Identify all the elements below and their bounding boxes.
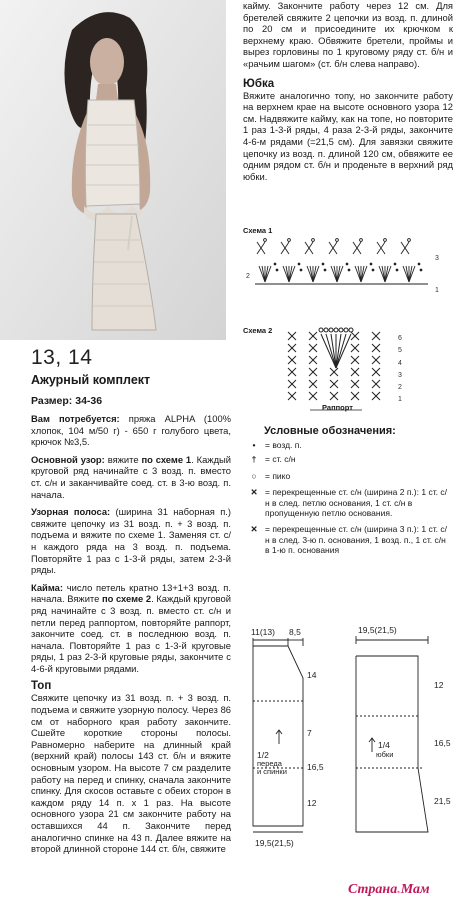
- svg-text:7: 7: [307, 728, 312, 738]
- legend-title: Условные обозначения:: [264, 425, 396, 437]
- main-pattern-paragraph: [31, 454, 231, 500]
- crossed-stitch-3-icon: ✕: [250, 524, 258, 535]
- article-title: Ажурный комплект: [31, 373, 151, 387]
- svg-text:2: 2: [398, 384, 402, 391]
- main-pattern-scheme: по схеме 1: [141, 453, 192, 465]
- legend-item: ✕ = перекрещенные ст. с/н (ширина 2 п.): 1 ст. с/н в след. петлю основания, 1 ст. с/н в пропущенную петлю основания.: [243, 487, 451, 518]
- stripe-paragraph: [31, 506, 231, 576]
- top-paragraph: Свяжите цепочку из 31 возд. п. + 3 возд. п. подъема и свяжите узорную полосу. Через 86 см от наборного края работу закончите. Сшейте короткие стороны полосы. Равномерно наберите на длинный край (верхний край) полосы 143 ст. б/н и вяжите основным узором. На высоте 7 см разделите работу на перед и спинку, сначала закончите спинку. Для скосов оставьте с обеих сторон в каждом ряду 14 п. х 1 раз. На высоте основного узора 21 см закончите работу на оставшихся 44 п. Закончите перед аналогично спинке на 43 п. Далее вяжите на второй длинной стороне 144 ст. б/н, свяжите: [31, 692, 231, 855]
- edging-scheme: по схеме 2: [101, 593, 152, 605]
- materials-text: пряжа ALPHA (100% хлопок, 104 м/50 г) - 650 г голубого цвета, крючок №3,5.: [31, 413, 231, 448]
- watermark-part-b: Мам: [400, 882, 430, 897]
- svg-text:6: 6: [398, 335, 402, 342]
- svg-text:1/2: 1/2: [257, 750, 269, 760]
- crossed-stitch-2-icon: ✕: [250, 487, 258, 498]
- svg-text:1/4: 1/4: [378, 740, 390, 750]
- svg-text:12: 12: [434, 680, 444, 690]
- edging-text-b: . Каждый круговой ряд начинайте с 3 возд. п. вместо ст. с/н и петли перед раппортом, повторяйте раппорт, закончите соед. ст. в последнюю возд. п. начала. Повторяйте 1 раз с 1-3-й круговые ряды, 1 раз 2-3-й круговые ряды, закончите с 4-6-й круговыми рядами.: [31, 593, 231, 674]
- skirt-paragraph: Вяжите аналогично топу, но закончите работу на верхнем крае на высоте основного узора 12 см. Надвяжите кайму, как на топе, но повторите 1 раз 1-3-й ряды, 4 раза 2-3-й ряды, закончите 4-6-м рядами (=21,5 см). Для завязки свяжите цепочку из возд. п. длиной 120 см, обвяжите ее одним рядом ст. б/н и проденьте в верхний ряд юбки.: [243, 89, 453, 182]
- materials-paragraph: [31, 413, 231, 448]
- photo-illustration: [0, 0, 226, 340]
- svg-text:1: 1: [398, 396, 402, 403]
- svg-text:19,5(21,5): 19,5(21,5): [358, 625, 397, 635]
- skirt-heading: Юбка: [243, 77, 275, 90]
- model-photo: [0, 0, 226, 340]
- edging-label: Кайма:: [31, 581, 63, 593]
- scheme2-chart: [280, 318, 420, 414]
- svg-text:и спинки: и спинки: [257, 767, 287, 776]
- main-pattern-label: Основной узор:: [31, 453, 105, 465]
- legend-item: • = возд. п.: [243, 440, 451, 450]
- scheme1-row-1: 1: [435, 287, 439, 294]
- watermark-dot: .: [397, 882, 401, 897]
- svg-text:юбки: юбки: [376, 750, 394, 759]
- legend-item: † = ст. с/н: [243, 454, 451, 464]
- double-crochet-icon: †: [251, 454, 257, 465]
- svg-text:8,5: 8,5: [289, 627, 301, 637]
- edging-text-a: число петель кратно 13+1+3 возд. п. начала. Вяжите: [31, 581, 231, 605]
- size-line: Размер: 34-36: [31, 395, 103, 407]
- edging-paragraph: [31, 582, 231, 675]
- watermark-part-a: Страна: [348, 882, 398, 897]
- svg-text:16,5: 16,5: [307, 762, 324, 772]
- svg-text:3: 3: [398, 372, 402, 379]
- svg-text:переда: переда: [257, 759, 282, 768]
- stripe-label: Узорная полоса:: [31, 506, 111, 518]
- watermark: [348, 882, 430, 898]
- svg-text:21,5: 21,5: [434, 796, 451, 806]
- rapport-label: Раппорт: [322, 403, 353, 412]
- legend: [243, 425, 451, 556]
- chain-stitch-icon: •: [252, 440, 256, 450]
- svg-text:19,5(21,5): 19,5(21,5): [255, 838, 294, 848]
- main-pattern-text-a: вяжите: [107, 453, 139, 465]
- main-pattern-text-b: . Каждый круговой ряд начинайте с 3 возд. п. вместо ст. с/н и заканчивайте соед. ст. в 3-ю возд. п. начала.: [31, 453, 232, 500]
- svg-text:4: 4: [398, 360, 402, 367]
- svg-text:11(13): 11(13): [251, 627, 275, 637]
- svg-text:12: 12: [307, 798, 317, 808]
- top-pattern-diagram: [243, 618, 343, 858]
- stripe-text: (ширина 31 наборная п.) свяжите цепочку из 31 возд. п. + 3 возд. п. подъема и вяжите по схеме 1. Заменяя ст. с/н каждого ряда на 3 возд. п. подъема. Повторяйте 1 раз с 1-3-й ряды, затем 2-3-й ряды.: [31, 506, 231, 576]
- svg-text:14: 14: [307, 670, 317, 680]
- left-column: [31, 346, 231, 855]
- svg-text:16,5: 16,5: [434, 738, 451, 748]
- scheme1-chart: [243, 236, 453, 300]
- svg-text:5: 5: [398, 347, 402, 354]
- right-column: [243, 0, 453, 182]
- picot-icon: ○: [251, 470, 257, 481]
- legend-item: ✕ = перекрещенные ст. с/н (ширина 3 п.): 1 ст. с/н в след. 3-ю п. основания, 1 возд. п., 1 ст. с/н в 1-ю п. основания: [243, 524, 451, 555]
- skirt-pattern-diagram: [350, 618, 454, 858]
- article-number: 13, 14: [31, 346, 93, 369]
- scheme1-row-3: 3: [435, 255, 439, 262]
- legend-item: ○ = пико: [243, 471, 451, 481]
- scheme2-caption: Схема 2: [243, 326, 273, 335]
- materials-label: Вам потребуется:: [31, 413, 120, 424]
- top-heading: Топ: [31, 680, 52, 693]
- scheme1-row-2: 2: [246, 273, 250, 280]
- scheme1-caption: Схема 1: [243, 226, 273, 235]
- right-top-paragraph: кайму. Закончите работу через 12 см. Для бретелей свяжите 2 цепочки из возд. п. длиной по 20 см и присоедините их крючком к верхнему краю. Обвяжите бретели, проймы и вырез горловины по 1 круговому ряду ст. б/н и «рачьим шагом» (ст. б/н слева направо).: [243, 0, 453, 69]
